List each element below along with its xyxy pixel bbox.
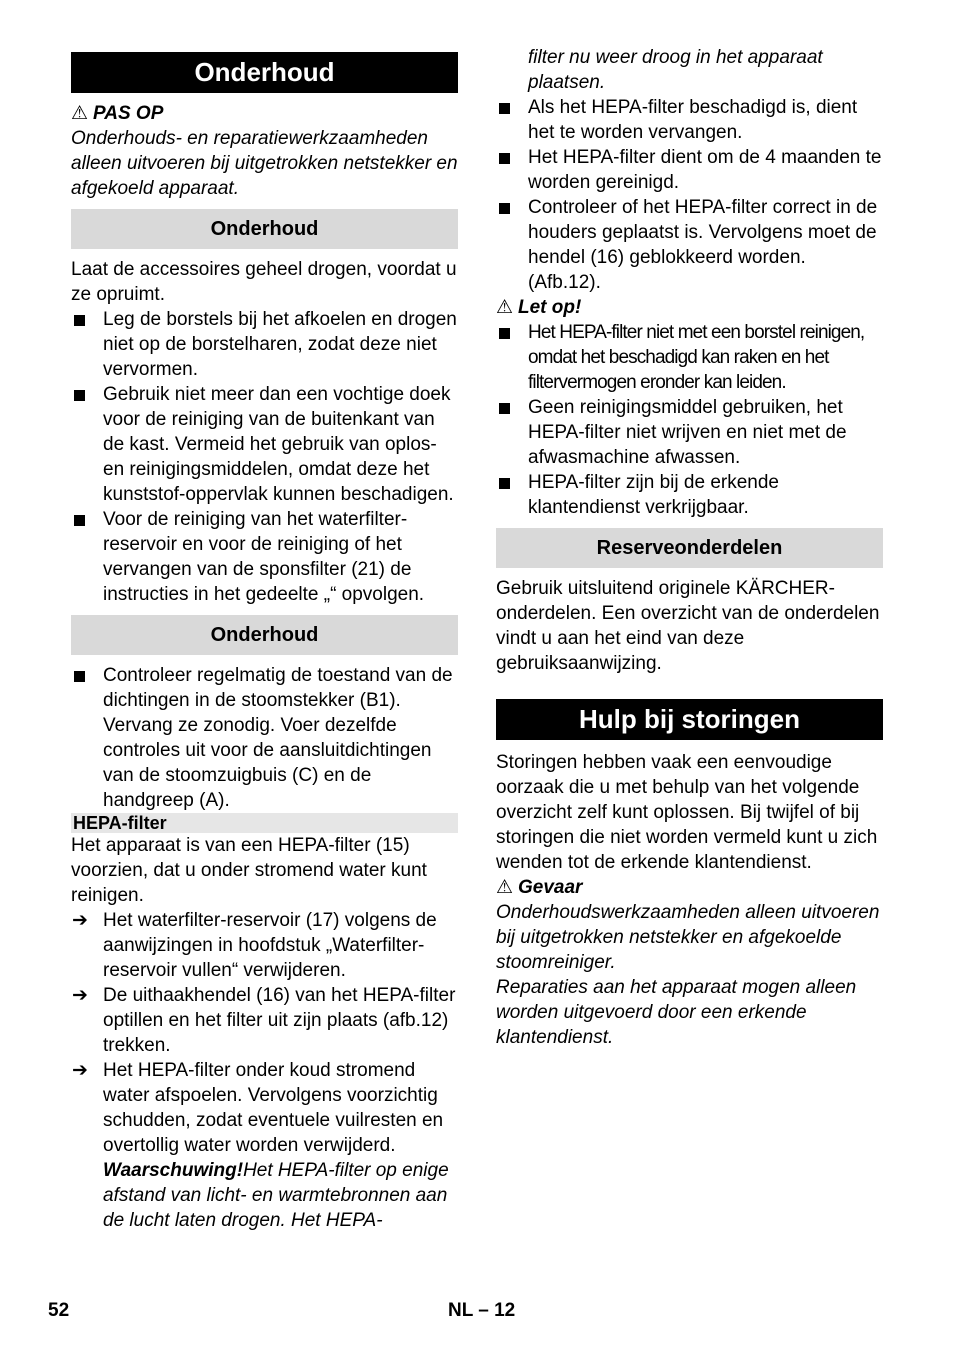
list-item: Geen reinigingsmiddel gebruiken, het HEPA-filter niet wrijven en niet met de afwasmachine afwassen. bbox=[496, 395, 883, 470]
caution-label: Let op! bbox=[518, 297, 582, 318]
hepa-steps bbox=[71, 908, 458, 1158]
list-item: Controleer of het HEPA-filter correct in de houders geplaatst is. Vervolgens moet de hendel (16) geblokkeerd worden. (Afb.12). bbox=[496, 195, 883, 295]
hepa-intro: Het apparaat is van een HEPA-filter (15) voorzien, dat u onder stromend water kunt reinigen. bbox=[71, 835, 427, 906]
arrow-right-icon: ➔ bbox=[72, 910, 88, 931]
left-column bbox=[71, 52, 458, 1233]
warning-triangle-icon: ⚠ bbox=[71, 103, 89, 124]
square-bullet-icon bbox=[499, 103, 510, 114]
square-bullet-icon bbox=[74, 315, 85, 326]
step-item: ➔ Het HEPA-filter onder koud stromend water afspoelen. Vervolgens voorzichtig schudden, zodat eventuele vuilresten en overtollig water worden verwijderd. bbox=[72, 1060, 444, 1156]
danger-heading bbox=[496, 875, 883, 900]
list-item: Controleer regelmatig de toestand van de dichtingen in de stoomstekker (B1). Vervang ze zonodig. Voer dezelfde controles uit voor de aansluitdichtingen van de stoomzuigbuis (C) en de handgreep (A). bbox=[71, 663, 458, 813]
list-item: Leg de borstels bij het afkoelen en drogen niet op de borstelharen, zodat deze niet vervormen. bbox=[71, 307, 458, 382]
list-item: Het HEPA-filter niet met een borstel reinigen, omdat het beschadigd kan raken en het filtervermogen eronder kan leiden. bbox=[496, 320, 883, 395]
troubleshooting-text: Storingen hebben vaak een eenvoudige oorzaak die u met behulp van het volgende overzicht zelf kunt oplossen. Bij twijfel of bij storingen die niet worden vermeld kunt u zich wenden tot de erkende klantendienst. bbox=[496, 752, 878, 873]
maintenance-list-2 bbox=[71, 663, 458, 813]
warning-text: Onderhouds- en reparatiewerkzaamheden alleen uitvoeren bij uitgetrokken netstekker en afgekoeld apparaat. bbox=[71, 128, 458, 199]
warning-triangle-icon: ⚠ bbox=[496, 877, 514, 898]
square-bullet-icon bbox=[74, 390, 85, 401]
step-item: ➔ De uithaakhendel (16) van het HEPA-filter optillen en het filter uit zijn plaats (afb.12) trekken. bbox=[72, 985, 456, 1056]
step-item: ➔ Het waterfilter-reservoir (17) volgens de aanwijzingen in hoofdstuk „Waterfilter-reservoir vullen“ verwijderen. bbox=[72, 910, 437, 981]
square-bullet-icon bbox=[499, 153, 510, 164]
maintenance-list-1 bbox=[71, 307, 458, 607]
arrow-right-icon: ➔ bbox=[72, 985, 88, 1006]
right-column bbox=[496, 45, 883, 1050]
square-bullet-icon bbox=[499, 328, 510, 339]
warning-triangle-icon: ⚠ bbox=[496, 297, 514, 318]
list-item: Voor de reiniging van het waterfilter-reservoir en voor de reiniging of het vervangen van de sponsfilter (21) de instructies in het gedeelte „“ opvolgen. bbox=[71, 507, 458, 607]
danger-label: Gevaar bbox=[518, 877, 583, 898]
hepa-filter-heading: HEPA-filter bbox=[71, 813, 458, 833]
subsection-heading-onderhoud-2: Onderhoud bbox=[71, 615, 458, 655]
list-item: Het HEPA-filter dient om de 4 maanden te worden gereinigd. bbox=[496, 145, 883, 195]
parts-text: Gebruik uitsluitend originele KÄRCHER-onderdelen. Een overzicht van de onderdelen vindt u aan het eind van deze gebruiksaanwijzing. bbox=[496, 578, 880, 674]
section-title-onderhoud: Onderhoud bbox=[71, 52, 458, 93]
hepa-list bbox=[496, 95, 883, 295]
list-item: Gebruik niet meer dan een vochtige doek voor de reiniging van de buitenkant van de kast. Vermeid het gebruik van oplos- en reinigingsmiddelen, omdat deze het kunststof-oppervlak kunnen beschadigen. bbox=[71, 382, 458, 507]
danger-text-2: Reparaties aan het apparaat mogen alleen worden uitgevoerd door een erkende klantendienst. bbox=[496, 977, 857, 1048]
accessories-intro: Laat de accessoires geheel drogen, voordat u ze opruimt. bbox=[71, 259, 457, 305]
square-bullet-icon bbox=[74, 515, 85, 526]
list-item: HEPA-filter zijn bij de erkende klantendienst verkrijgbaar. bbox=[496, 470, 883, 520]
caution-heading bbox=[496, 295, 883, 320]
hepa-continuation: filter nu weer droog in het apparaat plaatsen. bbox=[528, 47, 823, 93]
caution-list bbox=[496, 320, 883, 520]
warning-heading bbox=[71, 101, 458, 126]
square-bullet-icon bbox=[499, 203, 510, 214]
subsection-heading-reserveonderdelen: Reserveonderdelen bbox=[496, 528, 883, 568]
hepa-drying-note bbox=[71, 1158, 458, 1233]
section-title-hulp-bij-storingen: Hulp bij storingen bbox=[496, 699, 883, 740]
page-section-label: NL – 12 bbox=[448, 1300, 516, 1321]
warning-label: PAS OP bbox=[93, 103, 164, 124]
note-bold-label: Waarschuwing! bbox=[103, 1160, 244, 1181]
note-text: Het HEPA-filter op enige afstand van licht- en warmtebronnen aan de lucht laten drogen. Het HEPA- bbox=[103, 1160, 449, 1231]
square-bullet-icon bbox=[499, 403, 510, 414]
page-number: 52 bbox=[48, 1300, 70, 1321]
danger-text-1: Onderhoudswerkzaamheden alleen uitvoeren bij uitgetrokken netstekker en afgekoelde stoomreiniger. bbox=[496, 902, 880, 973]
square-bullet-icon bbox=[74, 671, 85, 682]
arrow-right-icon: ➔ bbox=[72, 1060, 88, 1081]
list-item: Als het HEPA-filter beschadigd is, dient het te worden vervangen. bbox=[496, 95, 883, 145]
square-bullet-icon bbox=[499, 478, 510, 489]
subsection-heading-onderhoud-1: Onderhoud bbox=[71, 209, 458, 249]
